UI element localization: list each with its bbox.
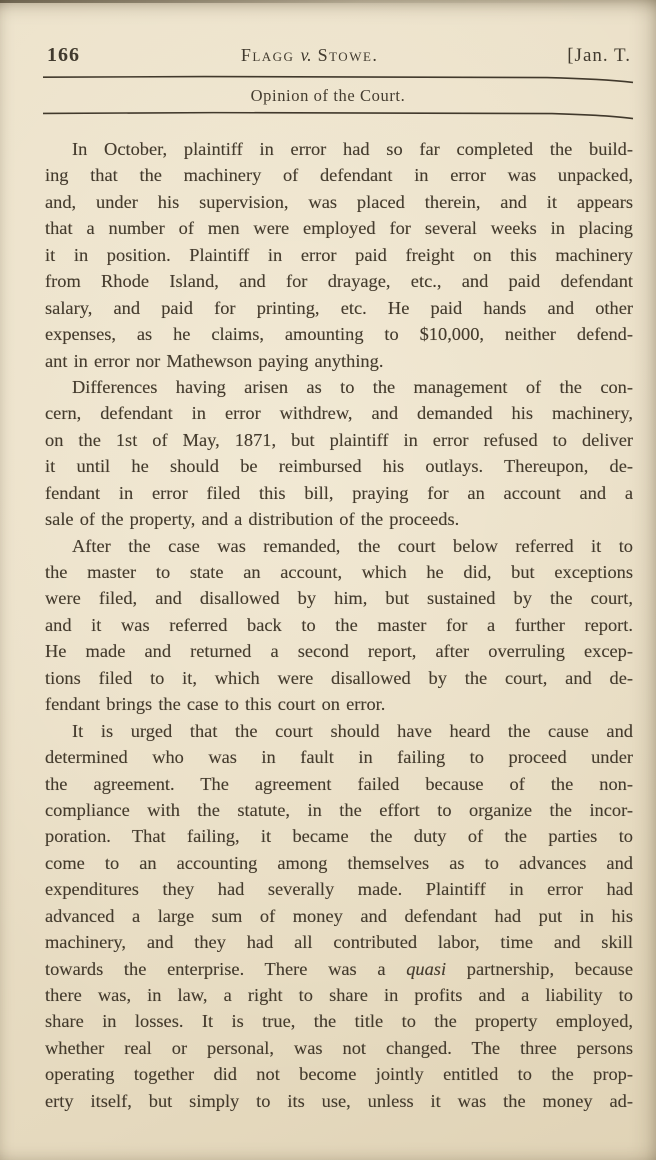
opinion-body xyxy=(45,136,633,1114)
text-line: determined who was in fault in failing to proceed under xyxy=(45,747,633,768)
text-line: poration. That failing, it became the duty of the parties to xyxy=(45,826,633,847)
text-line: compliance with the statute, in the effort to organize the incor- xyxy=(45,799,633,820)
case-title-versus: v. xyxy=(300,45,312,65)
body-paragraph-1 xyxy=(45,136,633,374)
text-line: sale of the property, and a distribution of the proceeds. xyxy=(45,509,460,530)
text-line: expenses, as he claims, amounting to $10,000, neither defend- xyxy=(45,324,633,345)
text-line: whether real or personal, was not changed. The three persons xyxy=(45,1037,633,1058)
opinion-heading: Opinion of the Court. xyxy=(250,86,406,105)
text-line: share in losses. It is true, the title to the property employed, xyxy=(45,1011,633,1032)
text-line: from Rhode Island, and for drayage, etc., and paid defendant xyxy=(45,271,633,292)
text-segment: towards the enterprise. There was a xyxy=(45,958,407,979)
header-rule-top xyxy=(42,75,634,84)
text-line: tions filed to it, which were disallowed by the court, and de- xyxy=(45,667,633,688)
scan-edge-shadow xyxy=(0,0,656,3)
term-label: [Jan. T. xyxy=(567,45,631,66)
text-line: fendant in error filed this bill, praying for an account and a xyxy=(45,482,633,503)
page-number: 166 xyxy=(47,44,80,66)
body-paragraph-2 xyxy=(45,374,633,533)
text-line: on the 1st of May, 1871, but plaintiff in error refused to deliver xyxy=(45,429,633,450)
case-title xyxy=(241,45,379,66)
text-line: the agreement. The agreement failed because of the non- xyxy=(45,773,633,794)
text-line: ant in error nor Mathewson paying anything. xyxy=(45,350,384,371)
text-line: expenditures they had severally made. Plaintiff in error had xyxy=(45,879,633,900)
text-line: operating together did not become jointly entitled to the prop- xyxy=(45,1064,633,1085)
text-line: After the case was remanded, the court below referred it to xyxy=(72,535,633,556)
text-line: In October, plaintiff in error had so far completed the build- xyxy=(72,139,633,159)
italic-word: quasi xyxy=(406,958,447,979)
text-line: the master to state an account, which he did, but exceptions xyxy=(45,562,633,582)
case-title-left: Flagg xyxy=(240,45,295,65)
text-line: fendant brings the case to this court on error. xyxy=(45,694,386,715)
text-line: cern, defendant in error withdrew, and demanded his machinery, xyxy=(45,403,633,424)
text-line: erty itself, but simply to its use, unless it was the money ad- xyxy=(45,1090,633,1111)
text-segment: partnership, because xyxy=(446,958,633,979)
body-paragraph-4 xyxy=(45,718,633,1115)
case-title-right: Stowe. xyxy=(317,45,379,65)
text-line: were filed, and disallowed by him, but sustained by the court, xyxy=(45,588,633,609)
text-line: Differences having arisen as to the management of the con- xyxy=(72,376,633,397)
text-line: it until he should be reimbursed his outlays. Thereupon, de- xyxy=(45,456,633,477)
text-line: ing that the machinery of defendant in error was unpacked, xyxy=(45,165,633,186)
text-line: He made and returned a second report, after overruling excep- xyxy=(45,641,633,662)
text-line: machinery, and they had all contributed labor, time and skill xyxy=(45,932,633,953)
running-header xyxy=(47,44,631,67)
text-line: It is urged that the court should have heard the cause and xyxy=(72,720,633,741)
text-line: and it was referred back to the master for a further report. xyxy=(45,614,633,635)
text-line: there was, in law, a right to share in profits and a liability to xyxy=(45,985,633,1005)
text-line: that a number of men were employed for several weeks in placing xyxy=(45,218,633,239)
text-line xyxy=(45,956,633,982)
text-line: salary, and paid for printing, etc. He paid hands and other xyxy=(45,297,633,318)
text-line: and, under his supervision, was placed therein, and it appears xyxy=(45,191,633,212)
text-line: it in position. Plaintiff in error paid freight on this machinery xyxy=(45,244,633,265)
text-line: advanced a large sum of money and defendant had put in his xyxy=(45,905,633,926)
body-paragraph-3 xyxy=(45,533,633,718)
header-rule-bottom xyxy=(42,111,634,120)
text-line: come to an accounting among themselves as to advances and xyxy=(45,852,633,873)
